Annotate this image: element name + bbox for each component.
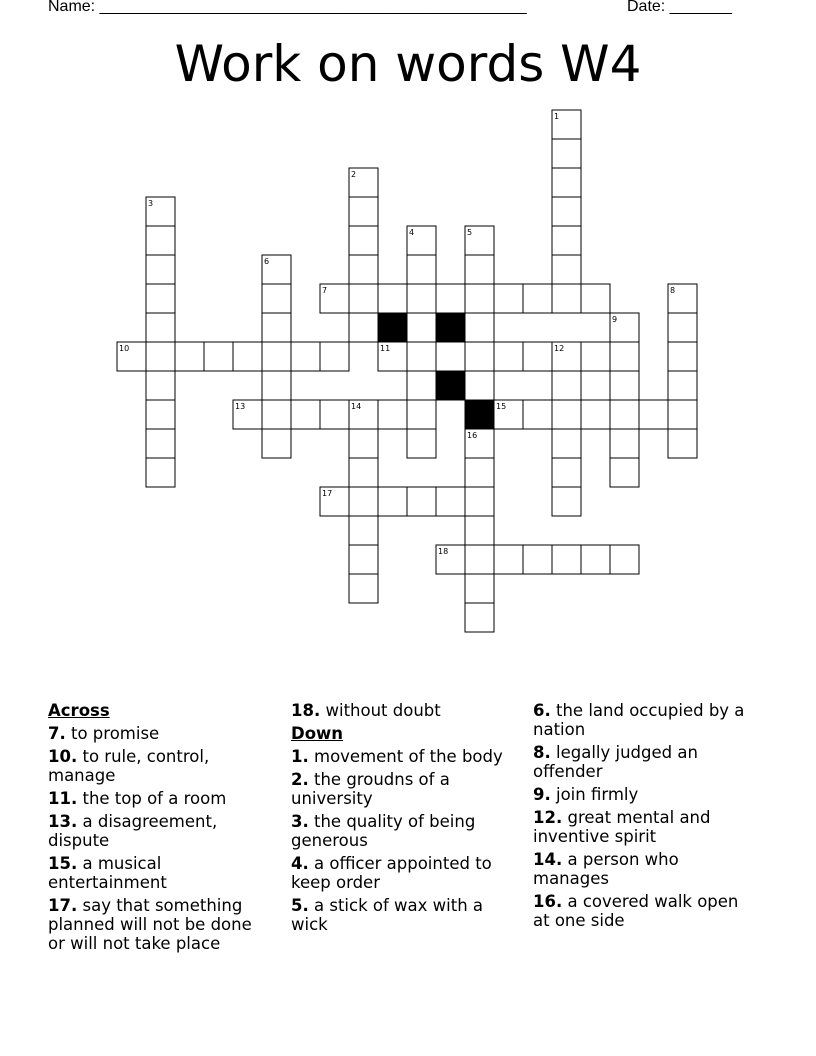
clue-number: 18. bbox=[291, 701, 321, 720]
clue-text: a stick of wax with a wick bbox=[291, 896, 484, 934]
grid-cell[interactable] bbox=[465, 371, 494, 400]
cell-number: 13 bbox=[235, 402, 246, 411]
clue-text: the quality of being generous bbox=[291, 812, 476, 850]
grid-cell[interactable] bbox=[552, 400, 581, 429]
grid-cell[interactable] bbox=[291, 342, 320, 371]
clue-text: great mental and inventive spirit bbox=[533, 808, 711, 846]
grid-cell[interactable] bbox=[552, 284, 581, 313]
date-line[interactable]: Date: _______ bbox=[627, 0, 732, 15]
grid-cell[interactable] bbox=[320, 342, 349, 371]
grid-cell[interactable] bbox=[146, 284, 175, 313]
cell-number: 18 bbox=[438, 547, 449, 556]
grid-cell[interactable] bbox=[233, 342, 262, 371]
grid-cell[interactable] bbox=[407, 313, 436, 342]
grid-cell[interactable] bbox=[552, 226, 581, 255]
grid-cell[interactable] bbox=[668, 342, 697, 371]
grid-cell[interactable] bbox=[523, 400, 552, 429]
grid-cell[interactable] bbox=[407, 487, 436, 516]
across-heading: Across bbox=[48, 701, 110, 720]
grid-cell[interactable] bbox=[552, 458, 581, 487]
grid-cell[interactable] bbox=[436, 284, 465, 313]
page-title: Work on words W4 bbox=[174, 35, 642, 93]
black-cell bbox=[436, 313, 465, 342]
grid-cell[interactable] bbox=[349, 255, 378, 284]
grid-cell[interactable] bbox=[349, 516, 378, 545]
grid-cell[interactable] bbox=[146, 226, 175, 255]
grid-cell[interactable] bbox=[262, 313, 291, 342]
clue-text: a covered walk open at one side bbox=[533, 892, 739, 930]
clue-text: movement of the body bbox=[314, 747, 503, 766]
cell-number: 15 bbox=[496, 402, 507, 411]
clue-number: 13. bbox=[48, 812, 78, 831]
grid-cell[interactable] bbox=[262, 284, 291, 313]
clue-text: say that something planned will not be done or will not take place bbox=[48, 896, 252, 953]
clue-text: legally judged an offender bbox=[533, 743, 698, 781]
grid-cell[interactable] bbox=[349, 429, 378, 458]
clue-number: 1. bbox=[291, 747, 309, 766]
cell-number: 7 bbox=[322, 286, 328, 295]
clue-text: join firmly bbox=[556, 785, 639, 804]
clue-text: a person who manages bbox=[533, 850, 679, 888]
clue-number: 7. bbox=[48, 724, 66, 743]
clue-down-2 bbox=[291, 770, 513, 808]
grid-cell[interactable] bbox=[552, 487, 581, 516]
clue-down-16 bbox=[533, 892, 755, 930]
grid-cell[interactable] bbox=[581, 400, 610, 429]
grid-cell[interactable] bbox=[146, 371, 175, 400]
grid-cell[interactable] bbox=[552, 168, 581, 197]
clue-text: a officer appointed to keep order bbox=[291, 854, 492, 892]
clue-list bbox=[48, 701, 775, 1001]
clue-down-3 bbox=[291, 812, 513, 850]
clue-text: without doubt bbox=[325, 701, 441, 720]
clue-number: 11. bbox=[48, 789, 78, 808]
grid-cell[interactable] bbox=[610, 371, 639, 400]
grid-cell[interactable] bbox=[552, 197, 581, 226]
cell-number: 17 bbox=[322, 489, 333, 498]
grid-cell[interactable] bbox=[581, 284, 610, 313]
grid-cell[interactable] bbox=[465, 487, 494, 516]
grid-cell[interactable] bbox=[146, 255, 175, 284]
grid-cell[interactable] bbox=[349, 197, 378, 226]
grid-cell[interactable] bbox=[552, 429, 581, 458]
grid-cell[interactable] bbox=[349, 458, 378, 487]
grid-cell[interactable] bbox=[581, 342, 610, 371]
clue-text: a musical entertainment bbox=[48, 854, 167, 892]
grid-cell[interactable] bbox=[494, 342, 523, 371]
clue-number: 8. bbox=[533, 743, 551, 762]
grid-cell[interactable] bbox=[610, 458, 639, 487]
down-heading: Down bbox=[291, 724, 344, 743]
grid-cell[interactable] bbox=[668, 429, 697, 458]
cell-number: 6 bbox=[264, 257, 270, 266]
clue-down-6 bbox=[533, 701, 755, 739]
grid-cell[interactable] bbox=[349, 574, 378, 603]
grid-cell[interactable] bbox=[407, 371, 436, 400]
clue-number: 12. bbox=[533, 808, 563, 827]
grid-cell[interactable] bbox=[349, 226, 378, 255]
cell-number: 2 bbox=[351, 170, 357, 179]
cell-number: 5 bbox=[467, 228, 473, 237]
cell-number: 14 bbox=[351, 402, 362, 411]
grid-cell[interactable] bbox=[465, 284, 494, 313]
clue-number: 4. bbox=[291, 854, 309, 873]
cell-number: 1 bbox=[554, 112, 560, 121]
grid-cell[interactable] bbox=[552, 371, 581, 400]
clue-text: the top of a room bbox=[82, 789, 227, 808]
grid-cell[interactable] bbox=[610, 400, 639, 429]
cell-number: 4 bbox=[409, 228, 415, 237]
clue-text: to promise bbox=[71, 724, 160, 743]
clue-across-11 bbox=[48, 789, 270, 808]
cell-number: 10 bbox=[119, 344, 130, 353]
clue-down-8 bbox=[533, 743, 755, 781]
grid-cell[interactable] bbox=[465, 255, 494, 284]
grid-cell[interactable] bbox=[610, 545, 639, 574]
grid-cell[interactable] bbox=[494, 545, 523, 574]
grid-cell[interactable] bbox=[349, 487, 378, 516]
grid-cell[interactable] bbox=[668, 400, 697, 429]
grid-cell[interactable] bbox=[465, 603, 494, 632]
black-cell bbox=[436, 371, 465, 400]
grid-cell[interactable] bbox=[349, 313, 378, 342]
grid-cell[interactable] bbox=[175, 342, 204, 371]
grid-cell[interactable] bbox=[465, 342, 494, 371]
grid-cell[interactable] bbox=[668, 371, 697, 400]
grid-cell[interactable] bbox=[523, 545, 552, 574]
cell-number: 16 bbox=[467, 431, 478, 440]
clue-column-1 bbox=[48, 701, 270, 957]
clue-number: 15. bbox=[48, 854, 78, 873]
grid-cell[interactable] bbox=[262, 429, 291, 458]
grid-cell[interactable] bbox=[668, 313, 697, 342]
cell-number: 9 bbox=[612, 315, 618, 324]
clue-column-2 bbox=[291, 701, 513, 938]
grid-cell[interactable] bbox=[465, 458, 494, 487]
grid-cell[interactable] bbox=[523, 284, 552, 313]
clue-number: 2. bbox=[291, 770, 309, 789]
grid-cell[interactable] bbox=[610, 429, 639, 458]
clue-text: the land occupied by a nation bbox=[533, 701, 745, 739]
grid-cell[interactable] bbox=[610, 342, 639, 371]
clue-down-5 bbox=[291, 896, 513, 934]
grid-cell[interactable] bbox=[262, 342, 291, 371]
clue-number: 10. bbox=[48, 747, 78, 766]
grid-cell[interactable] bbox=[378, 284, 407, 313]
grid-cell[interactable] bbox=[494, 284, 523, 313]
clue-across-17 bbox=[48, 896, 270, 953]
clue-across-13 bbox=[48, 812, 270, 850]
grid-cell[interactable] bbox=[552, 255, 581, 284]
grid-cell[interactable] bbox=[291, 400, 320, 429]
grid-cell[interactable] bbox=[146, 313, 175, 342]
clue-column-3 bbox=[533, 701, 755, 934]
clue-text: to rule, control, manage bbox=[48, 747, 210, 785]
grid-cell[interactable] bbox=[407, 429, 436, 458]
cell-number: 12 bbox=[554, 344, 565, 353]
grid-cell[interactable] bbox=[262, 371, 291, 400]
cell-number: 8 bbox=[670, 286, 676, 295]
grid-cell[interactable] bbox=[639, 400, 668, 429]
grid-cell[interactable] bbox=[146, 342, 175, 371]
clue-number: 17. bbox=[48, 896, 78, 915]
clue-down-1 bbox=[291, 747, 513, 766]
grid-cell[interactable] bbox=[465, 545, 494, 574]
grid-cell[interactable] bbox=[378, 487, 407, 516]
grid-cell[interactable] bbox=[465, 516, 494, 545]
grid-cell[interactable] bbox=[581, 545, 610, 574]
grid-cell[interactable] bbox=[407, 284, 436, 313]
grid-cell[interactable] bbox=[407, 255, 436, 284]
clue-across-15 bbox=[48, 854, 270, 892]
clue-text: a disagreement, dispute bbox=[48, 812, 218, 850]
cell-number: 3 bbox=[148, 199, 154, 208]
black-cell bbox=[465, 400, 494, 429]
grid-cell[interactable] bbox=[146, 400, 175, 429]
grid-cell[interactable] bbox=[523, 342, 552, 371]
clue-number: 3. bbox=[291, 812, 309, 831]
grid-cell[interactable] bbox=[407, 342, 436, 371]
clue-text: the groudns of a university bbox=[291, 770, 450, 808]
grid-cell[interactable] bbox=[465, 574, 494, 603]
grid-cell[interactable] bbox=[262, 400, 291, 429]
name-line[interactable]: Name: ________________________________________________ bbox=[48, 0, 527, 15]
clue-number: 9. bbox=[533, 785, 551, 804]
grid-cell[interactable] bbox=[552, 139, 581, 168]
grid-cell[interactable] bbox=[436, 487, 465, 516]
grid-cell[interactable] bbox=[146, 458, 175, 487]
black-cell bbox=[378, 313, 407, 342]
clue-number: 14. bbox=[533, 850, 563, 869]
clue-down-9 bbox=[533, 785, 755, 804]
clue-number: 5. bbox=[291, 896, 309, 915]
grid-cell[interactable] bbox=[349, 284, 378, 313]
grid-cell[interactable] bbox=[436, 342, 465, 371]
clue-across-7 bbox=[48, 724, 270, 743]
grid-cell[interactable] bbox=[204, 342, 233, 371]
clue-number: 6. bbox=[533, 701, 551, 720]
grid-cell[interactable] bbox=[349, 545, 378, 574]
clue-across-10 bbox=[48, 747, 270, 785]
grid-cell[interactable] bbox=[378, 400, 407, 429]
clue-down-4 bbox=[291, 854, 513, 892]
grid-cell[interactable] bbox=[552, 545, 581, 574]
grid-cell[interactable] bbox=[465, 313, 494, 342]
clue-down-14 bbox=[533, 850, 755, 888]
grid-cell[interactable] bbox=[407, 400, 436, 429]
clue-down-12 bbox=[533, 808, 755, 846]
cell-number: 11 bbox=[380, 344, 391, 353]
grid-cell[interactable] bbox=[146, 429, 175, 458]
clue-across-18 bbox=[291, 701, 513, 720]
grid-cell[interactable] bbox=[320, 400, 349, 429]
clue-number: 16. bbox=[533, 892, 563, 911]
